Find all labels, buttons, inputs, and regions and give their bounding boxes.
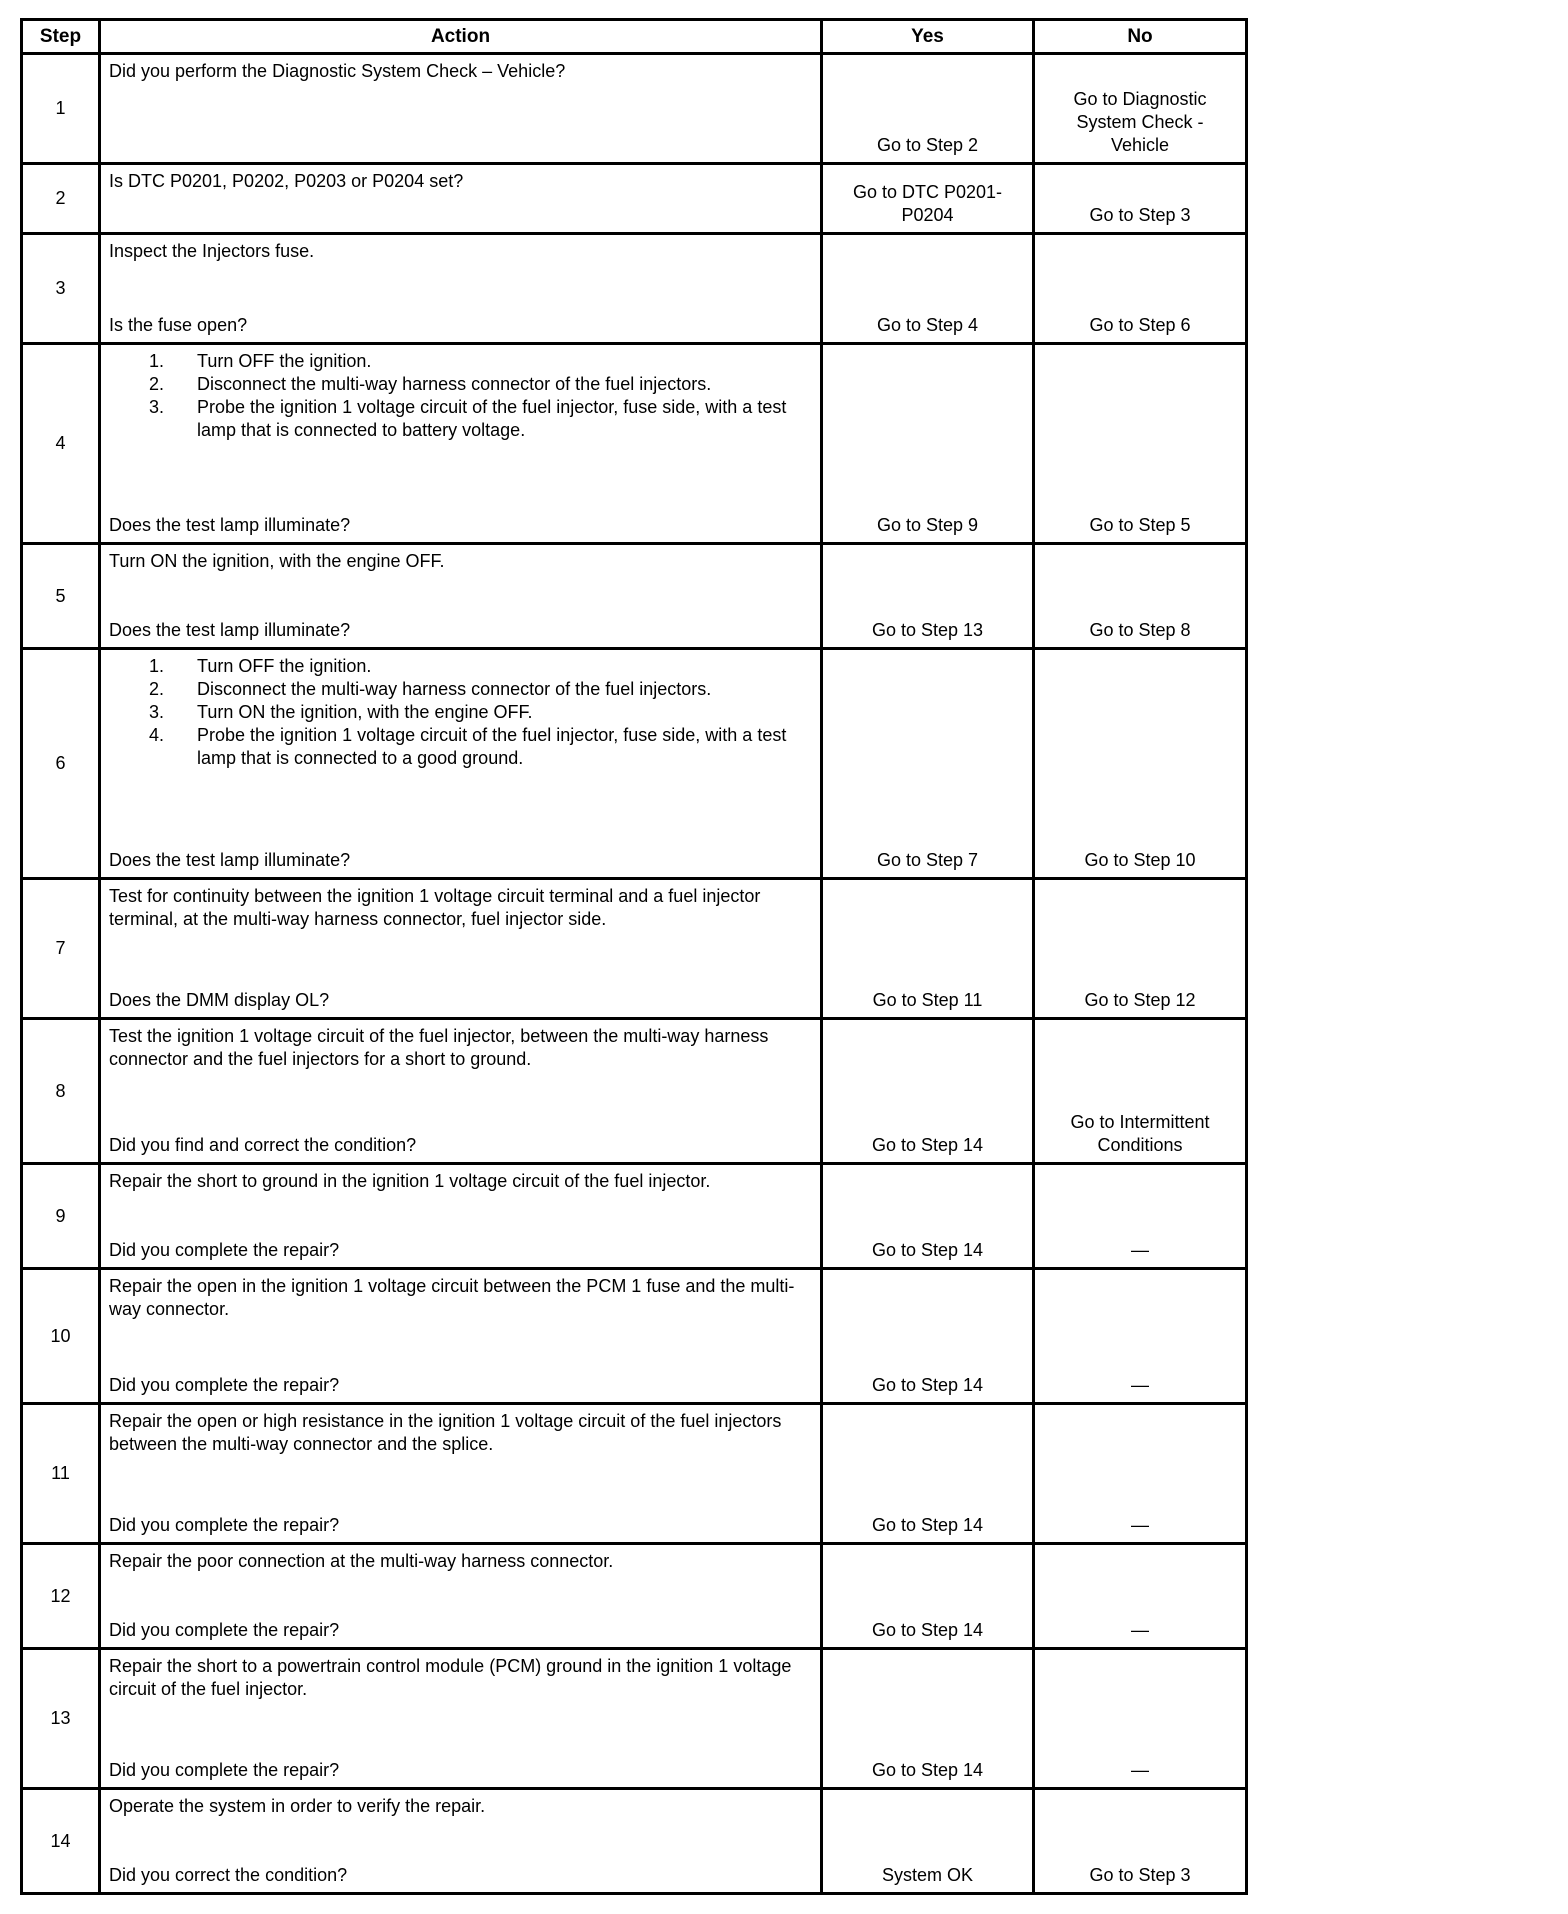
step-cell: 13 [23, 1650, 101, 1790]
action-list-item [149, 350, 810, 373]
action-intro: Inspect the Injectors fuse. [109, 241, 315, 261]
action-list-item [149, 724, 810, 770]
no-cell: Go to Diagnostic System Check - Vehicle [1035, 55, 1248, 165]
action-question: Did you correct the condition? [109, 1865, 348, 1885]
no-cell: — [1035, 1270, 1248, 1405]
yes-cell: Go to Step 13 [823, 545, 1035, 650]
action-intro: Repair the open or high resistance in the ignition 1 voltage circuit of the fuel injectors between the multi-way connector and the splice. [109, 1411, 782, 1454]
action-cell [101, 545, 823, 650]
action-list [109, 350, 810, 442]
no-cell: Go to Step 12 [1035, 880, 1248, 1020]
step-cell: 11 [23, 1405, 101, 1545]
action-list-item-text: Turn OFF the ignition. [197, 351, 372, 371]
action-cell [101, 1270, 823, 1405]
action-cell [101, 1020, 823, 1165]
step-cell: 3 [23, 235, 101, 345]
action-question: Does the test lamp illuminate? [109, 620, 351, 640]
header-cell-yes: Yes [823, 21, 1035, 55]
action-cell [101, 165, 823, 235]
action-intro: Repair the open in the ignition 1 voltage circuit between the PCM 1 fuse and the multi-way connector. [109, 1276, 795, 1319]
step-cell: 8 [23, 1020, 101, 1165]
step-cell: 5 [23, 545, 101, 650]
action-list-item-text: Turn OFF the ignition. [197, 656, 372, 676]
no-cell: Go to Step 5 [1035, 345, 1248, 545]
step-cell: 1 [23, 55, 101, 165]
action-intro: Repair the poor connection at the multi-way harness connector. [109, 1551, 614, 1571]
step-cell: 7 [23, 880, 101, 1020]
no-cell: Go to Step 6 [1035, 235, 1248, 345]
action-question: Does the test lamp illuminate? [109, 515, 351, 535]
action-list-item [149, 678, 810, 701]
action-question: Does the test lamp illuminate? [109, 850, 351, 870]
action-cell [101, 1165, 823, 1270]
header-cell-no: No [1035, 21, 1248, 55]
yes-cell: Go to Step 14 [823, 1405, 1035, 1545]
action-cell [101, 1790, 823, 1895]
action-question: Did you complete the repair? [109, 1375, 340, 1395]
action-question: Does the DMM display OL? [109, 990, 330, 1010]
action-list-item [149, 701, 810, 724]
action-cell [101, 650, 823, 880]
action-question: Did you complete the repair? [109, 1515, 340, 1535]
step-cell: 9 [23, 1165, 101, 1270]
action-list-item-text: Probe the ignition 1 voltage circuit of the fuel injector, fuse side, with a test lamp that is connected to a good ground. [197, 725, 787, 768]
yes-cell: Go to Step 14 [823, 1545, 1035, 1650]
action-cell [101, 1405, 823, 1545]
no-cell: — [1035, 1405, 1248, 1545]
action-cell [101, 345, 823, 545]
step-cell: 10 [23, 1270, 101, 1405]
action-intro: Repair the short to a powertrain control module (PCM) ground in the ignition 1 voltage circuit of the fuel injector. [109, 1656, 792, 1699]
header-cell-action: Action [101, 21, 823, 55]
action-list-item-text: Disconnect the multi-way harness connector of the fuel injectors. [197, 374, 712, 394]
action-intro: Did you perform the Diagnostic System Check – Vehicle? [109, 61, 566, 81]
action-intro: Is DTC P0201, P0202, P0203 or P0204 set? [109, 171, 464, 191]
yes-cell: Go to Step 9 [823, 345, 1035, 545]
action-intro: Operate the system in order to verify the repair. [109, 1796, 486, 1816]
action-cell [101, 1545, 823, 1650]
yes-cell: Go to Step 14 [823, 1650, 1035, 1790]
action-question: Did you complete the repair? [109, 1760, 340, 1780]
action-cell [101, 55, 823, 165]
step-cell: 12 [23, 1545, 101, 1650]
action-question: Is the fuse open? [109, 315, 248, 335]
action-intro: Repair the short to ground in the ignition 1 voltage circuit of the fuel injector. [109, 1171, 711, 1191]
step-cell: 6 [23, 650, 101, 880]
no-cell: Go to Step 3 [1035, 165, 1248, 235]
action-intro: Turn ON the ignition, with the engine OFF. [109, 551, 445, 571]
yes-cell: System OK [823, 1790, 1035, 1895]
action-intro: Test the ignition 1 voltage circuit of the fuel injector, between the multi-way harness connector and the fuel injectors for a short to ground. [109, 1026, 769, 1069]
yes-cell: Go to Step 14 [823, 1165, 1035, 1270]
yes-cell: Go to DTC P0201-P0204 [823, 165, 1035, 235]
step-cell: 14 [23, 1790, 101, 1895]
yes-cell: Go to Step 2 [823, 55, 1035, 165]
action-cell [101, 1650, 823, 1790]
action-intro: Test for continuity between the ignition 1 voltage circuit terminal and a fuel injector terminal, at the multi-way harness connector, fuel injector side. [109, 886, 761, 929]
no-cell: — [1035, 1165, 1248, 1270]
diagnostic-table [20, 18, 1248, 1895]
action-question: Did you complete the repair? [109, 1240, 340, 1260]
step-cell: 2 [23, 165, 101, 235]
action-list-item-text: Turn ON the ignition, with the engine OFF. [197, 702, 533, 722]
no-cell: Go to Step 10 [1035, 650, 1248, 880]
header-cell-step: Step [23, 21, 101, 55]
action-cell [101, 235, 823, 345]
action-list-item [149, 396, 810, 442]
action-list [109, 655, 810, 770]
action-list-item-text: Probe the ignition 1 voltage circuit of the fuel injector, fuse side, with a test lamp that is connected to battery voltage. [197, 397, 787, 440]
no-cell: Go to Step 3 [1035, 1790, 1248, 1895]
action-question: Did you find and correct the condition? [109, 1135, 417, 1155]
action-list-item [149, 373, 810, 396]
action-question: Did you complete the repair? [109, 1620, 340, 1640]
yes-cell: Go to Step 11 [823, 880, 1035, 1020]
action-cell [101, 880, 823, 1020]
yes-cell: Go to Step 14 [823, 1020, 1035, 1165]
yes-cell: Go to Step 4 [823, 235, 1035, 345]
no-cell: Go to Step 8 [1035, 545, 1248, 650]
no-cell: — [1035, 1650, 1248, 1790]
no-cell: Go to Intermittent Conditions [1035, 1020, 1248, 1165]
action-list-item-text: Disconnect the multi-way harness connector of the fuel injectors. [197, 679, 712, 699]
yes-cell: Go to Step 7 [823, 650, 1035, 880]
action-list-item [149, 655, 810, 678]
step-cell: 4 [23, 345, 101, 545]
no-cell: — [1035, 1545, 1248, 1650]
yes-cell: Go to Step 14 [823, 1270, 1035, 1405]
